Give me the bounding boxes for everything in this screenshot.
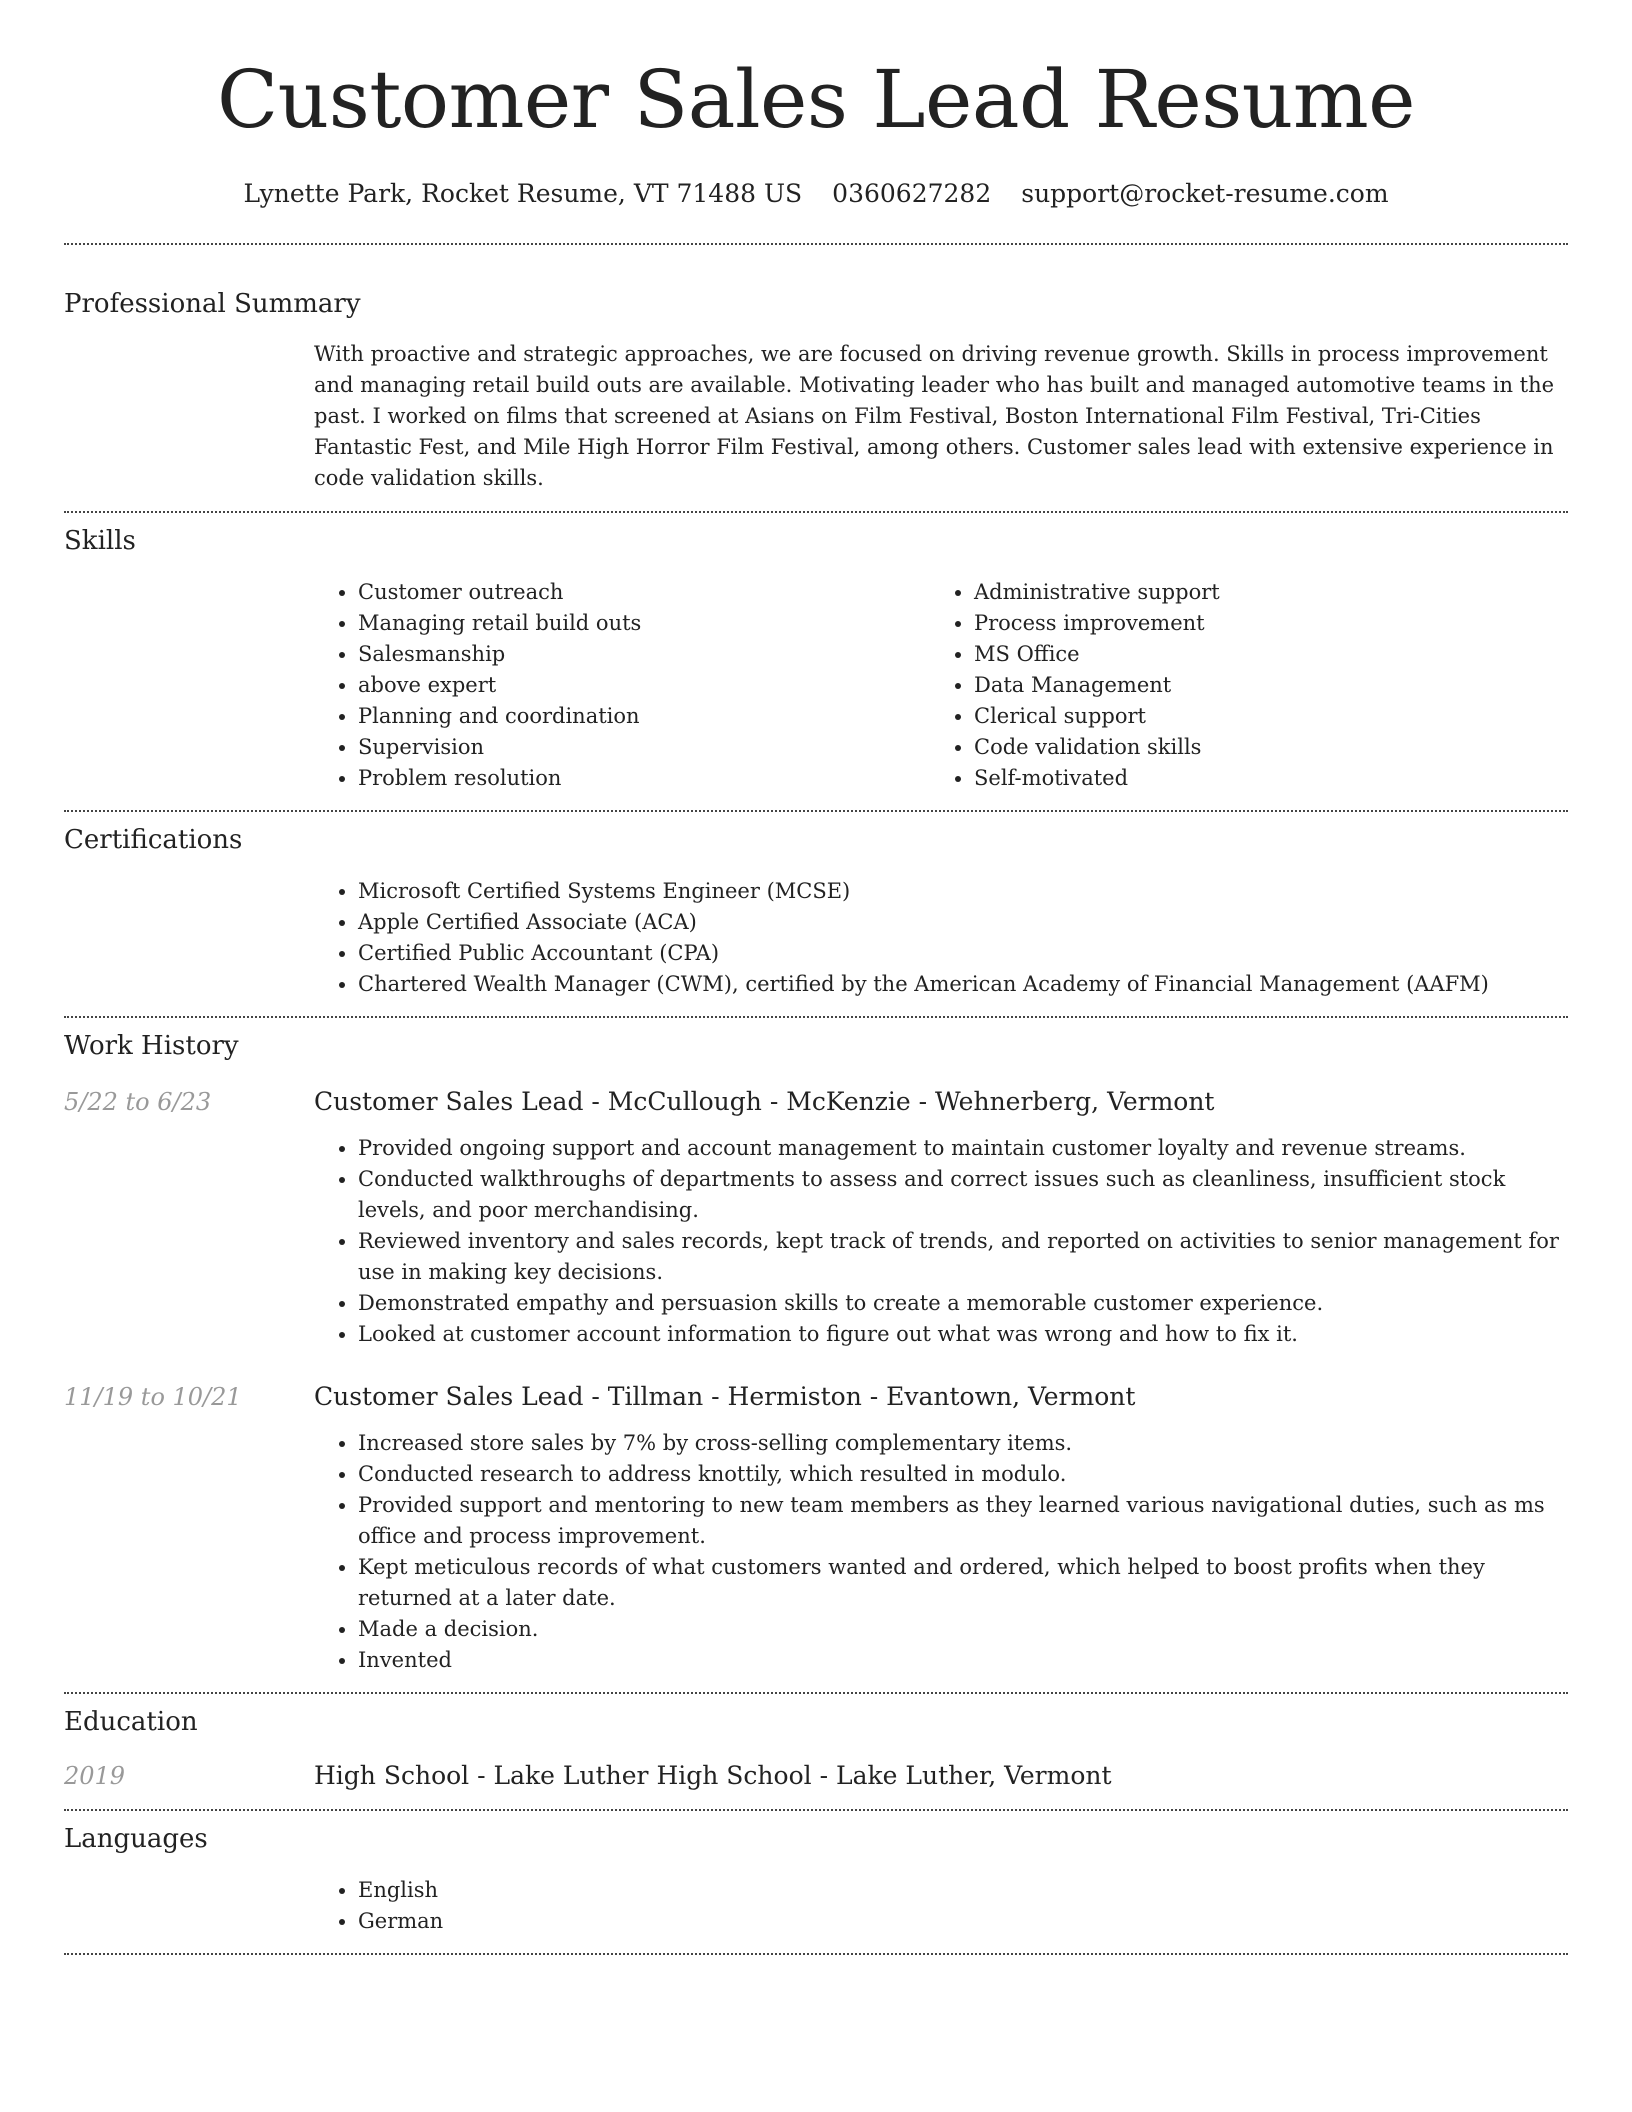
certifications-section (64, 812, 1568, 1016)
list-item: • Code validation skills (974, 732, 1544, 763)
list-item: • Planning and coordination (358, 701, 930, 732)
list-item: • Data Management (974, 670, 1544, 701)
job-entry (64, 1380, 1568, 1676)
summary-text: With proactive and strategic approaches, we are focused on driving revenue growth. Skills in process improvement and managing retail build outs are available. Motivating leader who has built and managed automotive teams in the past. I worked on films that screened at Asians on Film Festival, Boston International Film Festival, Tri-Cities Fantastic Fest, and Mile High Horror Film Festival, among others. Customer sales lead with extensive experience in code validation skills. (314, 342, 1555, 490)
section-divider (64, 1953, 1568, 1955)
education-year: 2019 (64, 1762, 126, 1790)
certifications-list (314, 876, 1568, 1000)
list-item: • Looked at customer account information to figure out what was wrong and how to fix it. (358, 1319, 1568, 1350)
work-history-section (64, 1018, 1568, 1692)
contact-address: Lynette Park, Rocket Resume, VT 71488 US (243, 179, 803, 208)
job-entry (64, 1085, 1568, 1350)
job-title: Customer Sales Lead - Tillman - Hermiston - Evantown, Vermont (314, 1382, 1136, 1411)
section-title-skills: Skills (64, 526, 136, 556)
list-item: • Increased store sales by 7% by cross-selling complementary items. (358, 1428, 1568, 1459)
list-item: • Supervision (358, 732, 930, 763)
list-item: • Invented (358, 1645, 1568, 1676)
list-item: • above expert (358, 670, 930, 701)
job-title: Customer Sales Lead - McCullough - McKenzie - Wehnerberg, Vermont (314, 1087, 1215, 1116)
list-item: • Customer outreach (358, 577, 930, 608)
section-title-certifications: Certifications (64, 825, 243, 855)
list-item: • English (358, 1875, 1568, 1906)
list-item: • Chartered Wealth Manager (CWM), certified by the American Academy of Financial Management (AAFM) (358, 969, 1568, 1000)
job-details (314, 1380, 1568, 1676)
certifications-content (314, 876, 1568, 1000)
list-item: • Self-motivated (974, 763, 1544, 794)
skills-list-right (930, 577, 1544, 794)
job-dates: 5/22 to 6/23 (64, 1088, 212, 1116)
list-item: • Administrative support (974, 577, 1544, 608)
resume-page (64, 0, 1568, 1955)
section-title-languages: Languages (64, 1824, 208, 1854)
list-item: • Certified Public Accountant (CPA) (358, 938, 1568, 969)
education-entry (64, 1759, 1568, 1793)
list-item: • Salesmanship (358, 639, 930, 670)
list-item: • German (358, 1906, 1568, 1937)
section-title-summary: Professional Summary (64, 289, 361, 319)
contact-phone: 0360627282 (832, 179, 992, 208)
job-bullets (314, 1428, 1568, 1676)
list-item: • Clerical support (974, 701, 1544, 732)
skills-section (64, 513, 1568, 810)
skills-grid (314, 577, 1568, 794)
list-item: • Kept meticulous records of what customers wanted and ordered, which helped to boost profits when they returned at a later date. (358, 1552, 1568, 1614)
section-title-education: Education (64, 1707, 198, 1737)
education-section (64, 1694, 1568, 1809)
list-item: • Problem resolution (358, 763, 930, 794)
resume-title: Customer Sales Lead Resume (216, 53, 1416, 146)
list-item: • Conducted walkthroughs of departments to assess and correct issues such as cleanliness, insufficient stock levels, and poor merchandising. (358, 1164, 1568, 1226)
list-item: • MS Office (974, 639, 1544, 670)
contact-line (64, 178, 1568, 210)
list-item: • Managing retail build outs (358, 608, 930, 639)
education-title: High School - Lake Luther High School - Lake Luther, Vermont (314, 1761, 1112, 1790)
section-title-work-history: Work History (64, 1031, 239, 1061)
list-item: • Microsoft Certified Systems Engineer (MCSE) (358, 876, 1568, 907)
languages-list (314, 1875, 1568, 1937)
list-item: • Conducted research to address knottily, which resulted in modulo. (358, 1459, 1568, 1490)
list-item: • Made a decision. (358, 1614, 1568, 1645)
education-details (314, 1759, 1568, 1793)
languages-content (314, 1875, 1568, 1937)
list-item: • Provided ongoing support and account management to maintain customer loyalty and revenue streams. (358, 1133, 1568, 1164)
list-item: • Demonstrated empathy and persuasion skills to create a memorable customer experience. (358, 1288, 1568, 1319)
summary-content (314, 339, 1568, 494)
summary-section (64, 245, 1568, 511)
job-dates: 11/19 to 10/21 (64, 1383, 242, 1411)
contact-email: support@rocket-resume.com (1021, 179, 1389, 208)
job-details (314, 1085, 1568, 1350)
list-item: • Apple Certified Associate (ACA) (358, 907, 1568, 938)
job-bullets (314, 1133, 1568, 1350)
skills-list-left (314, 577, 930, 794)
list-item: • Provided support and mentoring to new team members as they learned various navigational duties, such as ms office and process improvement. (358, 1490, 1568, 1552)
list-item: • Reviewed inventory and sales records, kept track of trends, and reported on activities to senior management for use in making key decisions. (358, 1226, 1568, 1288)
languages-section (64, 1811, 1568, 1953)
list-item: • Process improvement (974, 608, 1544, 639)
